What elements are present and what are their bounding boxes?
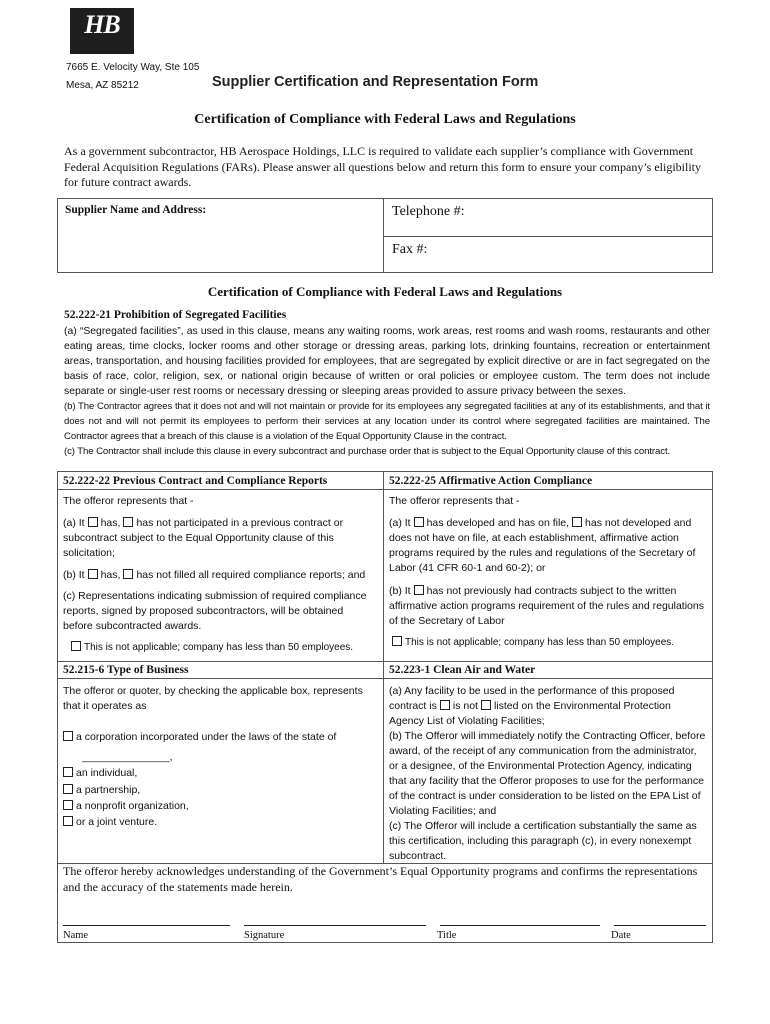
title-line[interactable]	[440, 925, 600, 926]
individual-checkbox[interactable]	[63, 767, 73, 777]
joint-venture-checkbox[interactable]	[63, 816, 73, 826]
table-divider	[57, 489, 713, 490]
table-divider	[383, 471, 384, 863]
has-developed-label: has developed and has on file,	[426, 517, 570, 529]
has-not-previously-checkbox[interactable]	[414, 585, 424, 595]
table-divider	[57, 661, 713, 662]
address-line-1: 7665 E. Velocity Way, Ste 105	[66, 62, 200, 73]
b-rest: has not previously had contracts subject to the written affirmative action programs requirement of the rules and regulations of the Secretary of Labor	[389, 585, 704, 627]
far-223-1-c: (c) The Offeror will include a certification substantially the same as this certification, including this paragraph (c), in every nonexempt subcontract.	[389, 820, 697, 862]
business-option-corporation	[63, 730, 375, 745]
nonprofit-checkbox[interactable]	[63, 800, 73, 810]
corporation-label: a corporation incorporated under the laws of the state of	[76, 731, 337, 743]
name-label: Name	[63, 930, 89, 941]
is-checkbox[interactable]	[440, 700, 450, 710]
name-line[interactable]	[63, 925, 230, 926]
far-222-21-b: (b) The Contractor agrees that it does not and will not maintain or provide for its employees any segregated facilities at any of its establishments, and that it does not and will not permit its employees to perform their services at any location under its control where segregated facilities are maintained. The Contractor agrees that a breach of this clause is a violation of the Equal Opportunity Clause in the contract.	[64, 401, 710, 442]
state-blank[interactable]: _______________,	[82, 751, 173, 763]
far-222-22-intro: The offeror represents that -	[63, 495, 194, 507]
signature-line[interactable]	[244, 925, 426, 926]
far-222-21-a: (a) “Segregated facilities”, as used in this clause, means any waiting rooms, work areas, rest rooms and wash rooms, restaurants and other eating areas, time clocks, locker rooms and other storage or dressing areas, parking lots, drinking fountains, recreation or entertainment areas, transportation, and housing facilities provided for employees, that are segregated by explicit directive or are in fact segregated on the basis of race, color, religion, sex, or national origin because of written or oral policies or employee custom. The term does not include separate or single-user rest rooms or necessary dressing or sleeping areas provided to assure privacy between the sexes.	[64, 326, 710, 397]
logo-subtitle: AEROSPACE	[77, 46, 127, 52]
partnership-checkbox[interactable]	[63, 784, 73, 794]
far-215-6-intro: The offeror or quoter, by checking the applicable box, represents that it operates as	[63, 685, 363, 712]
far-222-25-na	[389, 635, 707, 650]
has-checkbox[interactable]	[88, 517, 98, 527]
far-223-1-b: (b) The Offeror will immediately notify the Contracting Officer, before award, of the receipt of any communication from the administrator, or a designee, of the Environmental Protection Agency, indicating that any facility that the Offeror proposes to use for the performance of the contract is under consideration to be listed on the EPA List of Violating Facilities; and	[389, 730, 706, 817]
joint-venture-label: or a joint venture.	[76, 816, 158, 828]
supplier-name-address-field[interactable]	[58, 199, 384, 272]
na-label: This is not applicable; company has less than 50 employees.	[405, 637, 675, 648]
partnership-label: a partnership,	[76, 784, 141, 796]
a-rest: listed on the Environmental Protection Agency List of Violating Facilities;	[389, 700, 671, 727]
far-222-22-heading: 52.222-22 Previous Contract and Compliance Reports	[63, 475, 328, 487]
far-222-22-b	[63, 568, 375, 583]
business-option-joint-venture	[63, 815, 157, 830]
far-222-25-heading: 52.222-25 Affirmative Action Compliance	[389, 475, 593, 487]
intro-paragraph: As a government subcontractor, HB Aerospace Holdings, LLC is required to validate each supplier’s compliance with Government Federal Acquisition Regulations (FARs). Please answer all questions below and return this form to ensure your company’s eligibility for future contract awards.	[64, 144, 702, 189]
has-developed-checkbox[interactable]	[414, 517, 424, 527]
is-not-checkbox[interactable]	[481, 700, 491, 710]
signature-label: Signature	[244, 930, 285, 941]
title-label: Title	[437, 930, 457, 941]
far-222-21-heading: 52.222-21 Prohibition of Segregated Facilities	[64, 309, 287, 321]
a-start: (a) Any facility to be used in the performance of this proposed contract is	[389, 685, 675, 712]
far-222-25-a	[389, 516, 707, 576]
not-applicable-checkbox[interactable]	[71, 641, 81, 651]
logo-text: HB	[84, 10, 120, 39]
telephone-field[interactable]	[384, 199, 712, 237]
business-option-partnership	[63, 783, 140, 798]
date-label: Date	[611, 930, 631, 941]
supplier-info-box	[57, 198, 713, 273]
not-applicable-checkbox[interactable]	[392, 636, 402, 646]
far-222-21-c: (c) The Contractor shall include this clause in every subcontract and purchase order that is subject to the Equal Opportunity clause of this contract.	[64, 446, 671, 457]
far-223-1-heading: 52.223-1 Clean Air and Water	[389, 664, 536, 676]
nonprofit-label: a nonprofit organization,	[76, 800, 189, 812]
corporation-checkbox[interactable]	[63, 731, 73, 741]
far-222-25-intro: The offeror represents that -	[389, 495, 520, 507]
a-rest: has not participated in a previous contract or subcontract subject to the Equal Opportunity clause of this solicitation;	[63, 517, 344, 559]
na-label: This is not applicable; company has less than 50 employees.	[84, 642, 354, 653]
b-rest: has not filled all required compliance reports; and	[136, 569, 366, 581]
acknowledgement: The offeror hereby acknowledges understanding of the Government’s Equal Opportunity programs and confirms the representations and the accuracy of the statements made herein.	[63, 864, 698, 894]
has-not-checkbox[interactable]	[123, 517, 133, 527]
individual-label: an individual,	[76, 767, 138, 779]
far-223-1-a	[389, 684, 707, 729]
has-not-developed-checkbox[interactable]	[572, 517, 582, 527]
a-rest: has not developed and does not have on file, at each establishment, affirmative action programs required by the rules and regulations of the Secretary of Labor (41 CFR 60-1 and 60-2); or	[389, 517, 696, 574]
business-option-individual	[63, 766, 137, 781]
table-divider	[57, 678, 713, 679]
telephone-label: Telephone #:	[392, 204, 465, 219]
far-222-22-c: (c) Representations indicating submission of required compliance reports, signed by proposed subcontractors, will be obtained before subcontracted awards.	[63, 590, 367, 632]
a-prefix: (a) It	[389, 517, 411, 529]
b-prefix: (b) It	[389, 585, 411, 597]
b-prefix: (b) It	[63, 569, 85, 581]
section-title: Certification of Compliance with Federal Laws and Regulations	[207, 284, 563, 299]
address-line-2: Mesa, AZ 85212	[66, 80, 139, 91]
has-label: has,	[100, 569, 121, 581]
has-checkbox[interactable]	[88, 569, 98, 579]
fax-field[interactable]	[384, 237, 712, 272]
has-label: has,	[100, 517, 121, 529]
has-not-checkbox[interactable]	[123, 569, 133, 579]
far-222-22-a	[63, 516, 375, 561]
supplier-label: Supplier Name and Address:	[65, 204, 207, 216]
fax-label: Fax #:	[392, 242, 428, 257]
page-title: Certification of Compliance with Federal Laws and Regulations	[194, 112, 576, 127]
far-215-6-heading: 52.215-6 Type of Business	[63, 664, 189, 676]
form-title: Supplier Certification and Representation Form	[212, 74, 539, 90]
a-prefix: (a) It	[63, 517, 85, 529]
business-option-nonprofit	[63, 799, 189, 814]
far-222-22-na	[68, 640, 380, 655]
far-222-25-b	[389, 584, 707, 629]
is-not-label: is not	[452, 700, 478, 712]
date-line[interactable]	[614, 925, 706, 926]
